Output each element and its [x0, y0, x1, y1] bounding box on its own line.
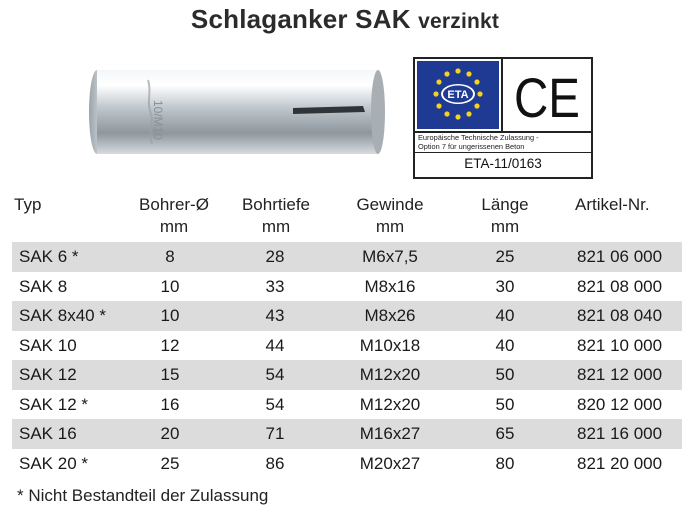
cell-typ: SAK 6 *: [19, 247, 79, 266]
product-table: [12, 242, 682, 478]
cell-laenge: 25: [495, 247, 515, 266]
table-row: [12, 301, 682, 331]
ce-mark-text: CE: [514, 66, 580, 129]
table-row: [12, 360, 682, 390]
cell-bohrer: 10: [160, 306, 180, 325]
cell-artikel: 821 08 000: [577, 276, 663, 296]
cell-gewinde: M16x27: [359, 424, 421, 443]
cell-gewinde: M20x27: [359, 453, 421, 473]
cell-bohrtiefe: 28: [265, 247, 285, 266]
cell-gewinde: M8x16: [364, 276, 416, 296]
header-bohrer: Bohrer-Ø mm: [139, 195, 209, 236]
cell-laenge: 40: [495, 335, 515, 355]
cell-laenge: 80: [495, 453, 515, 473]
cell-laenge: 65: [495, 424, 515, 443]
cell-gewinde: M10x18: [359, 335, 421, 355]
cell-bohrtiefe: 86: [265, 453, 285, 473]
certificate-description-line1: Europäische Technische Zulassung -: [418, 133, 539, 142]
table-row: [12, 449, 682, 479]
cell-typ: SAK 12: [19, 365, 77, 384]
cell-bohrer: 16: [160, 394, 180, 414]
certificate-description: [418, 134, 590, 151]
table-row: [12, 331, 682, 361]
cell-bohrer: 15: [160, 365, 180, 384]
cell-laenge: 50: [495, 394, 515, 414]
anchor-marking: 10/M10: [151, 100, 165, 141]
approval-number: ETA-11/0163: [464, 156, 542, 171]
anchor-product-image: [88, 62, 388, 162]
cell-typ: SAK 8x40 *: [19, 306, 106, 325]
certificate-description-line2: Option 7 für ungerissenen Beton: [418, 141, 525, 151]
header-laenge: Länge mm: [481, 195, 529, 236]
cell-bohrer: 12: [160, 335, 180, 355]
header-artikel: Artikel-Nr.: [575, 195, 650, 214]
footnote: * Nicht Bestandteil der Zulassung: [17, 486, 269, 505]
eta-logo-text: ETA: [447, 89, 469, 101]
cell-artikel: 821 20 000: [577, 453, 663, 473]
cell-bohrtiefe: 54: [265, 394, 285, 414]
title-sub: verzinkt: [418, 10, 500, 33]
cell-laenge: 50: [495, 365, 515, 384]
cell-bohrtiefe: 71: [265, 424, 285, 443]
cell-bohrtiefe: 54: [265, 365, 285, 384]
table-header: [0, 194, 690, 240]
page-title: [0, 4, 690, 35]
certificate-box: [413, 57, 593, 179]
cell-gewinde: M12x20: [359, 365, 421, 384]
cell-typ: SAK 8: [19, 276, 68, 296]
ce-mark-icon: [505, 61, 589, 129]
header-bohrtiefe: Bohrtiefe mm: [241, 195, 311, 236]
header-gewinde: Gewinde mm: [356, 195, 424, 236]
cell-gewinde: M8x26: [364, 306, 416, 325]
cell-bohrtiefe: 44: [265, 335, 285, 355]
cell-artikel: 821 08 040: [577, 306, 663, 325]
cell-artikel: 821 10 000: [577, 335, 663, 355]
title-main: Schlaganker SAK: [190, 4, 411, 34]
cell-bohrer: 10: [160, 276, 180, 296]
eta-logo-icon: [417, 61, 499, 129]
cell-artikel: 821 16 000: [577, 424, 663, 443]
cell-bohrer: 8: [165, 247, 175, 266]
table-row: [12, 272, 682, 302]
cell-typ: SAK 10: [19, 335, 77, 355]
cell-typ: SAK 16: [19, 424, 77, 443]
cell-artikel: 821 12 000: [577, 365, 663, 384]
cell-bohrtiefe: 33: [265, 276, 285, 296]
cell-laenge: 40: [495, 306, 515, 325]
cell-bohrer: 25: [160, 453, 180, 473]
cell-bohrer: 20: [160, 424, 180, 443]
cell-typ: SAK 20 *: [19, 453, 88, 473]
table-row: [12, 390, 682, 420]
cell-typ: SAK 12 *: [19, 394, 88, 414]
cell-bohrtiefe: 43: [265, 306, 285, 325]
cell-gewinde: M12x20: [359, 394, 421, 414]
cell-artikel: 821 06 000: [577, 247, 663, 266]
cell-gewinde: M6x7,5: [362, 247, 418, 266]
cell-laenge: 30: [495, 276, 515, 296]
anchor-right-end: [371, 70, 385, 154]
header-typ: Typ: [14, 195, 42, 214]
table-row: [12, 419, 682, 449]
table-row: [12, 242, 682, 272]
cell-artikel: 820 12 000: [577, 394, 663, 414]
